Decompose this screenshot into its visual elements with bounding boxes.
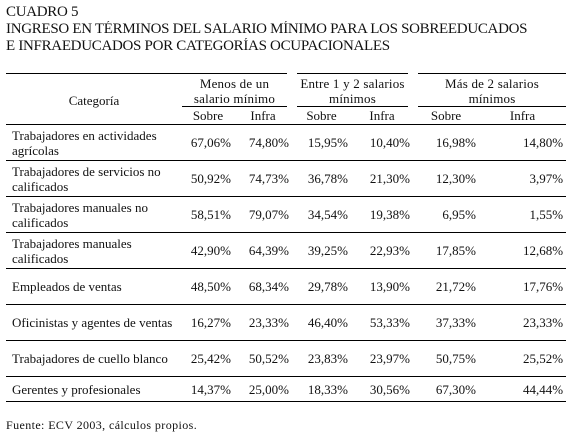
table-row (6, 377, 566, 402)
table-row (6, 305, 566, 341)
row-category: Empleados de ventas (6, 269, 182, 305)
row-category: Trabajadores en actividades agrícolas (6, 125, 182, 161)
row-value: 29,78% (292, 269, 351, 305)
row-value: 25,52% (479, 341, 566, 377)
row-value: 21,30% (351, 161, 413, 197)
table-header (6, 74, 566, 125)
group-header-entre-1-y-2-salarios: Entre 1 y 2 salarios mínimos (292, 74, 413, 107)
table-title-line-1: INGRESO EN TÉRMINOS DEL SALARIO MÍNIMO PARA LOS SOBREEDUCADOS (6, 21, 528, 37)
row-value: 50,52% (234, 341, 292, 377)
row-value: 21,72% (413, 269, 479, 305)
table-row (6, 269, 566, 305)
row-value: 48,50% (182, 269, 234, 305)
row-value: 50,92% (182, 161, 234, 197)
row-value: 23,97% (351, 341, 413, 377)
row-value: 10,40% (351, 125, 413, 161)
table-title-line-2: E INFRAEDUCADOS POR CATEGORÍAS OCUPACIONALES (6, 38, 390, 54)
row-value: 14,80% (479, 125, 566, 161)
table-row (6, 125, 566, 161)
row-value: 30,56% (351, 377, 413, 402)
salary-table (6, 73, 566, 402)
subheader-sobre: Sobre (292, 107, 351, 125)
row-value: 16,27% (182, 305, 234, 341)
row-value: 64,39% (234, 233, 292, 269)
row-value: 34,54% (292, 197, 351, 233)
row-value: 36,78% (292, 161, 351, 197)
row-category: Trabajadores de cuello blanco (6, 341, 182, 377)
row-value: 23,33% (234, 305, 292, 341)
subheader-sobre: Sobre (182, 107, 234, 125)
row-value: 19,38% (351, 197, 413, 233)
row-value: 37,33% (413, 305, 479, 341)
row-value: 58,51% (182, 197, 234, 233)
row-value: 46,40% (292, 305, 351, 341)
table-row (6, 161, 566, 197)
table-heading (6, 4, 571, 55)
row-value: 25,42% (182, 341, 234, 377)
table-row (6, 341, 566, 377)
row-value: 50,75% (413, 341, 479, 377)
table-body (6, 125, 566, 402)
row-value: 13,90% (351, 269, 413, 305)
row-value: 53,33% (351, 305, 413, 341)
subheader-infra: Infra (479, 107, 566, 125)
row-value: 17,76% (479, 269, 566, 305)
row-value: 23,83% (292, 341, 351, 377)
row-value: 68,34% (234, 269, 292, 305)
group-header-menos-de-un-salario: Menos de un salario mínimo (182, 74, 292, 107)
row-value: 15,95% (292, 125, 351, 161)
data-table-container (6, 73, 566, 402)
row-value: 74,80% (234, 125, 292, 161)
row-category: Gerentes y profesionales (6, 377, 182, 402)
table-row (6, 233, 566, 269)
row-value: 23,33% (479, 305, 566, 341)
source-note: Fuente: ECV 2003, cálculos propios. (6, 418, 198, 432)
subheader-sobre: Sobre (413, 107, 479, 125)
row-category: Trabajadores manuales calificados (6, 233, 182, 269)
row-value: 79,07% (234, 197, 292, 233)
category-column-header: Categoría (6, 74, 182, 125)
row-value: 12,30% (413, 161, 479, 197)
row-value: 67,06% (182, 125, 234, 161)
row-category: Trabajadores manuales no calificados (6, 197, 182, 233)
row-value: 22,93% (351, 233, 413, 269)
row-value: 12,68% (479, 233, 566, 269)
row-value: 44,44% (479, 377, 566, 402)
row-value: 17,85% (413, 233, 479, 269)
row-value: 74,73% (234, 161, 292, 197)
row-value: 3,97% (479, 161, 566, 197)
subheader-infra: Infra (234, 107, 292, 125)
row-value: 16,98% (413, 125, 479, 161)
subheader-infra: Infra (351, 107, 413, 125)
row-value: 67,30% (413, 377, 479, 402)
row-value: 14,37% (182, 377, 234, 402)
row-category: Trabajadores de servicios no calificados (6, 161, 182, 197)
table-number: CUADRO 5 (6, 4, 79, 20)
row-value: 42,90% (182, 233, 234, 269)
row-value: 6,95% (413, 197, 479, 233)
group-header-mas-de-2-salarios: Más de 2 salarios mínimos (413, 74, 566, 107)
row-value: 39,25% (292, 233, 351, 269)
table-row (6, 197, 566, 233)
row-value: 18,33% (292, 377, 351, 402)
row-value: 1,55% (479, 197, 566, 233)
row-category: Oficinistas y agentes de ventas (6, 305, 182, 341)
row-value: 25,00% (234, 377, 292, 402)
